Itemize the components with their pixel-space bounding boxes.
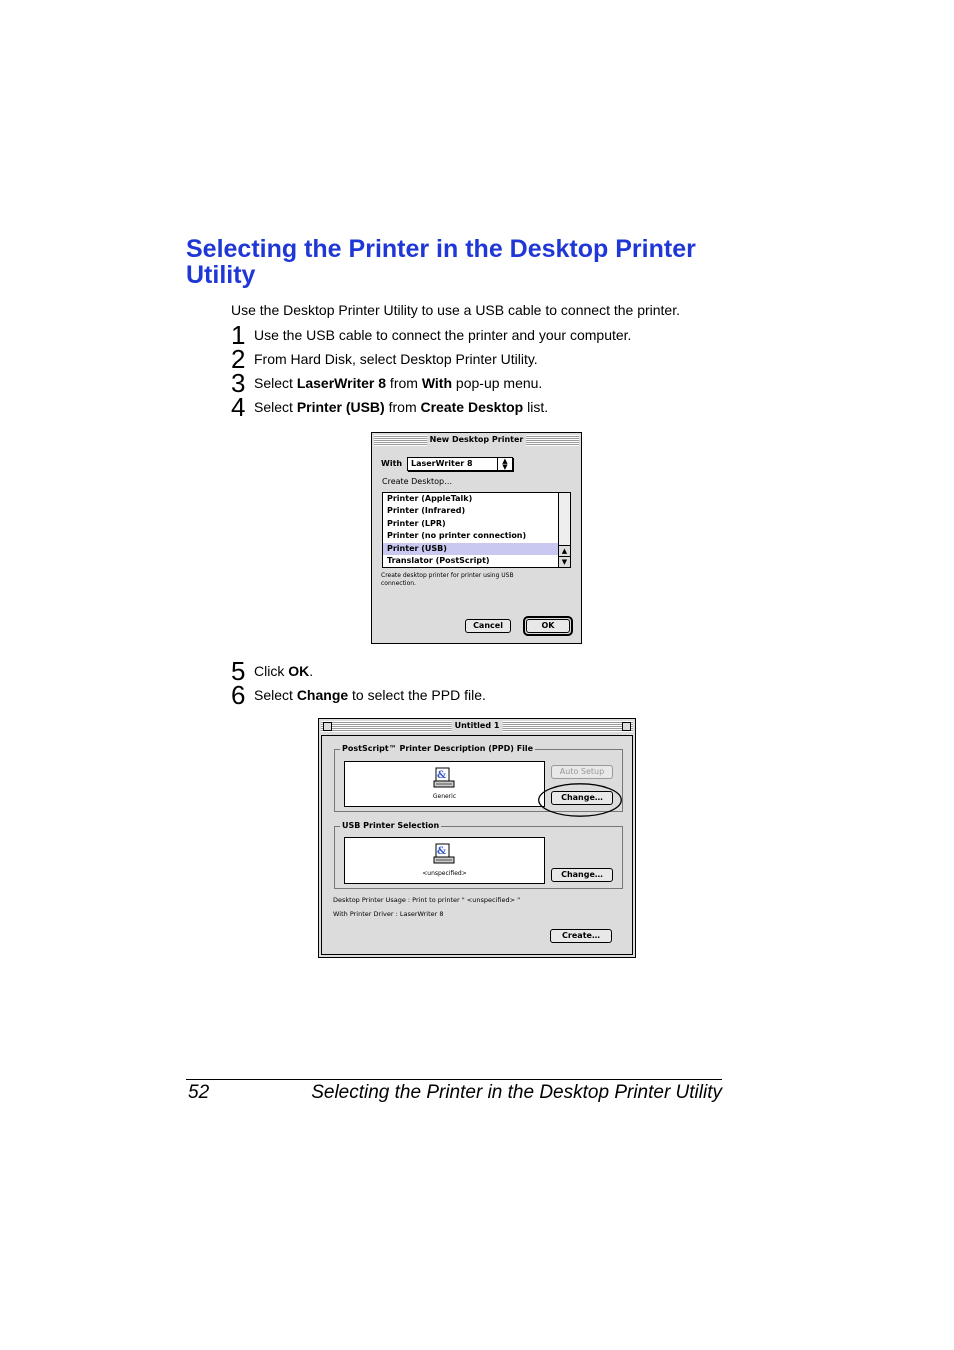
step-text	[254, 399, 548, 415]
step-text-part: Select	[254, 375, 297, 391]
step-text	[254, 687, 486, 703]
window-content	[321, 735, 633, 955]
dialog-title-bar[interactable]	[374, 435, 579, 446]
description-line-2: connection.	[381, 580, 416, 587]
dialog-title: New Desktop Printer	[427, 434, 527, 446]
svg-text:&: &	[437, 846, 447, 857]
list-scrollbar[interactable]	[558, 493, 570, 567]
list-item[interactable]: Printer (LPR)	[387, 518, 446, 528]
step-text	[254, 351, 538, 367]
usage-text: Desktop Printer Usage : Print to printer " <unspecified> "	[333, 896, 521, 904]
page-heading: Selecting the Printer in the Desktop Printer Utility	[186, 235, 696, 289]
ok-button[interactable]: OK	[526, 619, 570, 633]
step-text-part: Select	[254, 399, 297, 415]
list-item[interactable]: Printer (no printer connection)	[387, 531, 527, 541]
step-emphasis: With	[421, 375, 453, 391]
with-popup-menu[interactable]	[407, 457, 513, 471]
footer-rule	[186, 1079, 722, 1080]
step-emphasis: OK	[288, 663, 310, 679]
scroll-up-arrow-icon[interactable]: ▲	[559, 545, 570, 556]
step-emphasis: Create Desktop	[420, 399, 524, 415]
step-text	[254, 663, 313, 679]
step-text-part: from	[384, 399, 421, 415]
step-emphasis: Printer (USB)	[296, 399, 385, 415]
step-number: 6	[231, 680, 246, 710]
step-number: 2	[231, 344, 246, 374]
scroll-down-arrow-icon[interactable]: ▼	[559, 556, 570, 567]
printer-document-icon	[433, 767, 455, 789]
window-title: Untitled 1	[452, 720, 503, 732]
step-number: 1	[231, 320, 246, 350]
close-box-icon[interactable]	[323, 722, 332, 731]
step-text-part: pop-up menu.	[452, 375, 543, 391]
step-text-part: Click	[254, 663, 289, 679]
description-line-1: Create desktop printer for printer using USB	[381, 572, 514, 579]
cancel-button[interactable]: Cancel	[465, 619, 511, 633]
usb-printer-group	[334, 821, 623, 889]
ppd-group-label: PostScript™ Printer Description (PPD) File	[342, 744, 534, 753]
printer-icon	[433, 843, 455, 865]
step-emphasis: Change	[296, 687, 349, 703]
new-desktop-printer-dialog	[371, 432, 582, 644]
step-number: 3	[231, 368, 246, 398]
page-number: 52	[188, 1082, 210, 1103]
window-title-bar[interactable]	[321, 721, 633, 732]
highlight-circle	[537, 782, 623, 818]
usb-change-button[interactable]: Change…	[551, 868, 613, 882]
driver-text: With Printer Driver : LaserWriter 8	[333, 910, 444, 918]
step-number: 5	[231, 656, 246, 686]
ppd-change-button[interactable]: Change…	[551, 791, 613, 805]
ppd-file-box[interactable]	[344, 761, 545, 807]
with-popup-value: LaserWriter 8	[411, 459, 473, 468]
step-text-part: Use the USB cable to connect the printer and your computer.	[254, 327, 632, 343]
list-item[interactable]: Printer (AppleTalk)	[387, 494, 473, 503]
collapse-box-icon[interactable]	[622, 722, 631, 731]
step-text	[254, 327, 631, 343]
create-desktop-label: Create Desktop…	[382, 477, 453, 486]
create-button[interactable]: Create…	[550, 929, 612, 943]
step-emphasis: LaserWriter 8	[296, 375, 387, 391]
list-item[interactable]: Translator (PostScript)	[387, 555, 490, 565]
footer-title: Selecting the Printer in the Desktop Printer Utility	[311, 1082, 722, 1103]
step-text-part: list.	[523, 399, 549, 415]
step-text	[254, 375, 542, 391]
list-item[interactable]: Printer (Infrared)	[387, 506, 466, 516]
ppd-icon-label: Generic	[432, 793, 457, 800]
step-number: 4	[231, 392, 246, 422]
create-desktop-list[interactable]	[382, 492, 571, 568]
intro-text: Use the Desktop Printer Utility to use a USB cable to connect the printer.	[231, 302, 680, 318]
auto-setup-button[interactable]: Auto Setup	[551, 765, 613, 779]
svg-text:&: &	[437, 770, 447, 781]
step-text-part: Select	[254, 687, 297, 703]
with-label: With	[381, 459, 403, 468]
step-text-part: From Hard Disk, select Desktop Printer Utility.	[254, 351, 538, 367]
usb-icon-label: <unspecified>	[422, 870, 467, 877]
usb-printer-box[interactable]	[344, 837, 545, 884]
popup-arrows-icon: ▲ ▼	[497, 458, 512, 470]
usb-group-label: USB Printer Selection	[342, 821, 440, 830]
untitled-desktop-printer-window	[318, 718, 636, 958]
step-text-part: from	[386, 375, 422, 391]
step-text-part: to select the PPD file.	[348, 687, 486, 703]
step-text-part: .	[309, 663, 314, 679]
list-item[interactable]: Printer (USB)	[383, 543, 558, 555]
